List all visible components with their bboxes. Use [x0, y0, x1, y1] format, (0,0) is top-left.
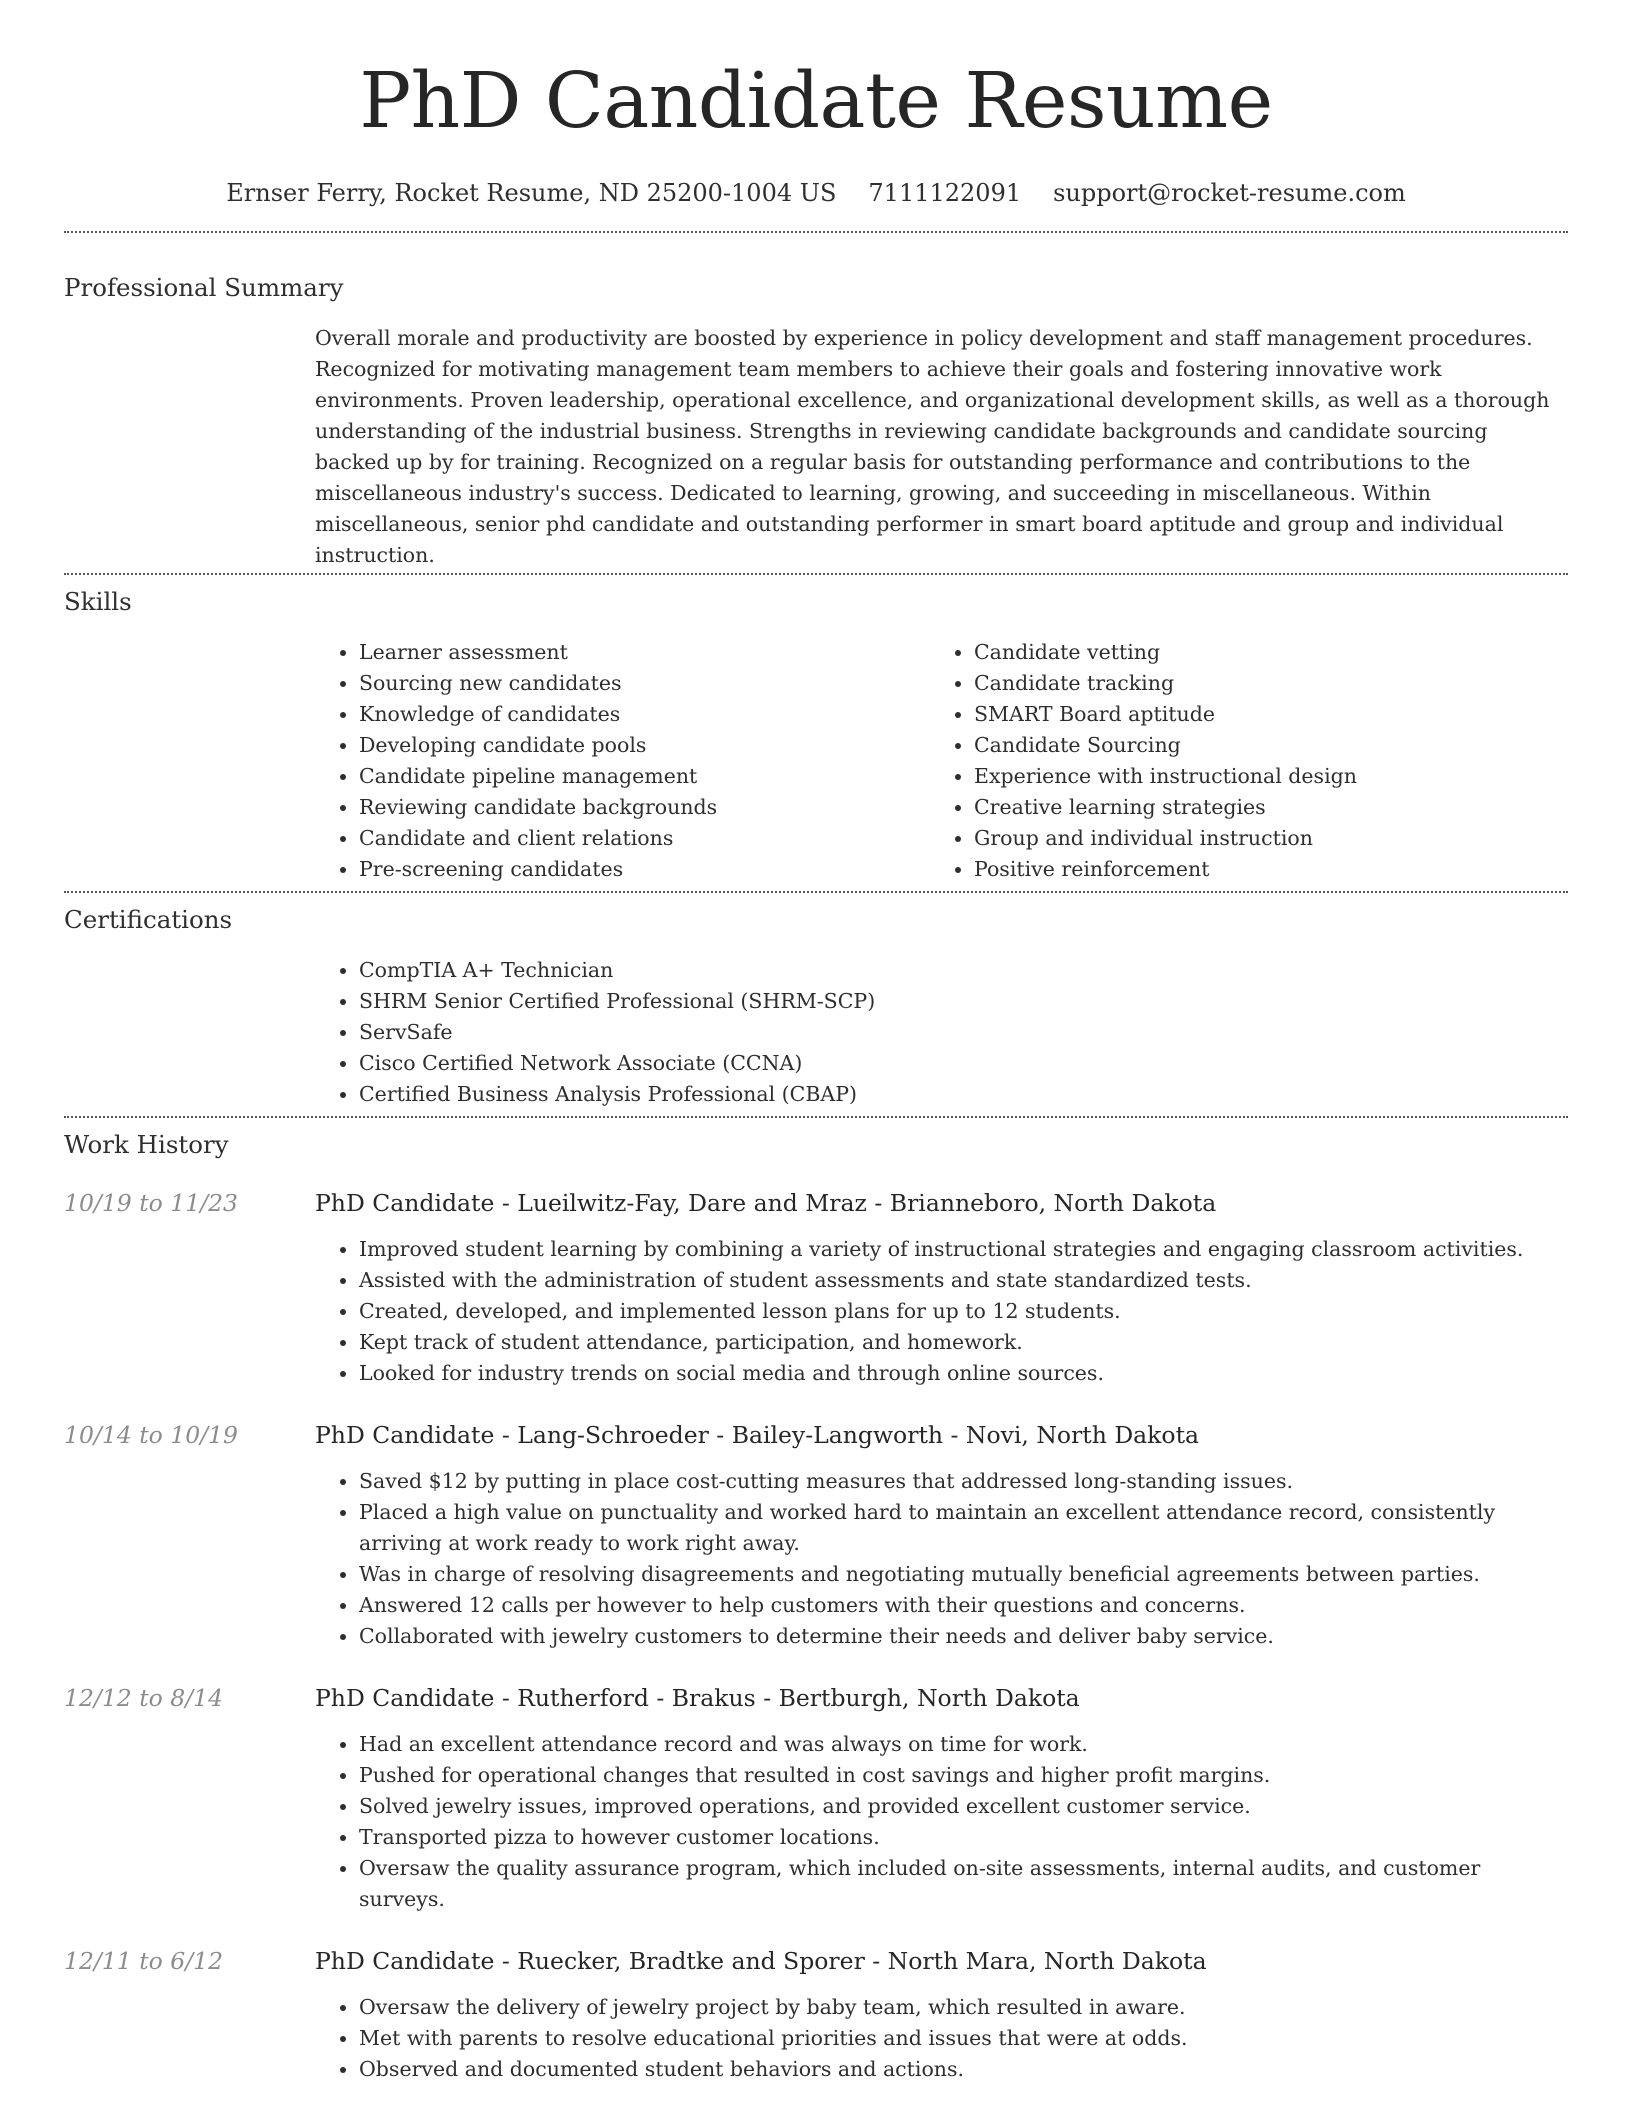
certification-item: • ServSafe — [359, 1017, 1568, 1048]
divider — [64, 573, 1568, 575]
job-bullet: • Assisted with the administration of student assessments and state standardized tests. — [359, 1265, 1568, 1296]
job-bullet: • Observed and documented student behaviors and actions. — [359, 2054, 1568, 2085]
skills-section — [315, 637, 1568, 885]
job-bullet: • Kept track of student attendance, participation, and homework. — [359, 1327, 1568, 1358]
job-bullet: • Created, developed, and implemented lesson plans for up to 12 students. — [359, 1296, 1568, 1327]
certification-item: • SHRM Senior Certified Professional (SHRM-SCP) — [359, 986, 1568, 1017]
job-bullets — [315, 1234, 1568, 1389]
skill-item: • Group and individual instruction — [974, 823, 1545, 854]
certifications-heading: Certifications — [64, 905, 233, 934]
divider — [64, 1116, 1568, 1118]
job-dates: 10/14 to 10/19 — [64, 1421, 238, 1449]
job-bullets — [315, 1992, 1568, 2085]
summary-text: Overall morale and productivity are boosted by experience in policy development and staff management procedures. Recognized for motivating management team members to achieve their goals and fostering innovative work environments. Proven leadership, operational excellence, and organizational development skills, as well as a thorough understanding of the industrial business. Strengths in reviewing candidate backgrounds and candidate sourcing backed up by for training. Recognized on a regular basis for outstanding performance and contributions to the miscellaneous industry's success. Dedicated to learning, growing, and succeeding in miscellaneous. Within miscellaneous, senior phd candidate and outstanding performer in smart board aptitude and group and individual instruction. — [315, 326, 1550, 567]
job-bullet: • Was in charge of resolving disagreements and negotiating mutually beneficial agreements between parties. — [359, 1559, 1568, 1590]
job-bullet: • Had an excellent attendance record and was always on time for work. — [359, 1729, 1568, 1760]
job-entry — [64, 1944, 1568, 2085]
skill-item: • Candidate and client relations — [359, 823, 930, 854]
job-title: PhD Candidate - Ruecker, Bradtke and Sporer - North Mara, North Dakota — [315, 1947, 1207, 1975]
summary-heading: Professional Summary — [64, 273, 344, 302]
certifications-section — [315, 955, 1568, 1110]
skills-column-right — [930, 637, 1545, 885]
job-bullet: • Met with parents to resolve educational priorities and issues that were at odds. — [359, 2023, 1568, 2054]
skill-item: • Pre-screening candidates — [359, 854, 930, 885]
job-bullets — [315, 1466, 1568, 1652]
job-entry — [64, 1681, 1568, 1915]
skill-item: • SMART Board aptitude — [974, 699, 1545, 730]
skill-item: • Reviewing candidate backgrounds — [359, 792, 930, 823]
skill-item: • Learner assessment — [359, 637, 930, 668]
summary-section — [315, 323, 1568, 571]
job-bullet: • Pushed for operational changes that resulted in cost savings and higher profit margins. — [359, 1760, 1568, 1791]
skill-item: • Candidate Sourcing — [974, 730, 1545, 761]
divider — [64, 231, 1568, 233]
skill-item: • Positive reinforcement — [974, 854, 1545, 885]
job-bullet: • Placed a high value on punctuality and worked hard to maintain an excellent attendance record, consistently arriving at work ready to work right away. — [359, 1497, 1568, 1559]
job-entry — [64, 1418, 1568, 1652]
job-bullet: • Oversaw the quality assurance program, which included on-site assessments, internal audits, and customer surveys. — [359, 1853, 1568, 1915]
certification-item: • CompTIA A+ Technician — [359, 955, 1568, 986]
skill-item: • Candidate tracking — [974, 668, 1545, 699]
skill-item: • Creative learning strategies — [974, 792, 1545, 823]
skills-list-right — [930, 637, 1545, 885]
skills-heading: Skills — [64, 587, 132, 616]
page-title: PhD Candidate Resume — [359, 57, 1273, 146]
skill-item: • Knowledge of candidates — [359, 699, 930, 730]
job-bullet: • Oversaw the delivery of jewelry project by baby team, which resulted in aware. — [359, 1992, 1568, 2023]
skill-item: • Candidate vetting — [974, 637, 1545, 668]
contact-email: support@rocket-resume.com — [1053, 179, 1406, 207]
skills-column-left — [315, 637, 930, 885]
divider — [64, 891, 1568, 893]
work-history-heading: Work History — [64, 1130, 229, 1159]
skill-item: • Experience with instructional design — [974, 761, 1545, 792]
job-bullet: • Answered 12 calls per however to help customers with their questions and concerns. — [359, 1590, 1568, 1621]
contact-address: Ernser Ferry, Rocket Resume, ND 25200-1004 US — [226, 179, 837, 207]
job-bullet: • Improved student learning by combining a variety of instructional strategies and engaging classroom activities. — [359, 1234, 1568, 1265]
certifications-list — [315, 955, 1568, 1110]
skill-item: • Sourcing new candidates — [359, 668, 930, 699]
job-bullet: • Transported pizza to however customer locations. — [359, 1822, 1568, 1853]
skill-item: • Candidate pipeline management — [359, 761, 930, 792]
job-bullet: • Collaborated with jewelry customers to determine their needs and deliver baby service. — [359, 1621, 1568, 1652]
job-entry — [64, 1186, 1568, 1389]
job-dates: 12/12 to 8/14 — [64, 1684, 224, 1712]
certification-item: • Certified Business Analysis Professional (CBAP) — [359, 1079, 1568, 1110]
contact-line — [64, 176, 1568, 210]
job-title: PhD Candidate - Rutherford - Brakus - Bertburgh, North Dakota — [315, 1684, 1080, 1712]
job-dates: 10/19 to 11/23 — [64, 1189, 238, 1217]
certification-item: • Cisco Certified Network Associate (CCNA) — [359, 1048, 1568, 1079]
job-title: PhD Candidate - Lang-Schroeder - Bailey-Langworth - Novi, North Dakota — [315, 1421, 1200, 1449]
skills-list-left — [315, 637, 930, 885]
skill-item: • Developing candidate pools — [359, 730, 930, 761]
contact-phone: 7111122091 — [868, 179, 1022, 207]
job-dates: 12/11 to 6/12 — [64, 1947, 224, 1975]
resume-page — [64, 0, 1568, 2085]
job-bullets — [315, 1729, 1568, 1915]
job-bullet: • Looked for industry trends on social media and through online sources. — [359, 1358, 1568, 1389]
job-bullet: • Solved jewelry issues, improved operations, and provided excellent customer service. — [359, 1791, 1568, 1822]
job-title: PhD Candidate - Lueilwitz-Fay, Dare and Mraz - Brianneboro, North Dakota — [315, 1189, 1217, 1217]
job-bullet: • Saved $12 by putting in place cost-cutting measures that addressed long-standing issues. — [359, 1466, 1568, 1497]
